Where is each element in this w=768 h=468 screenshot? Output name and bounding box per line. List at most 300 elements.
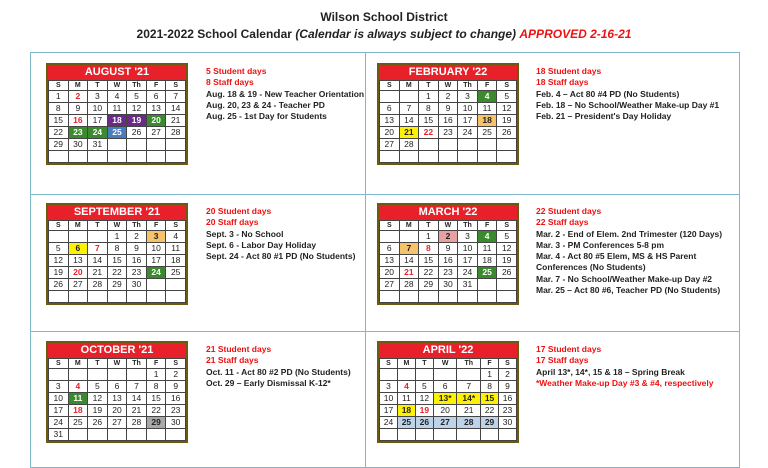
weekday-header: Th <box>458 221 478 231</box>
day-cell: 28 <box>88 279 108 291</box>
weekday-header: S <box>49 359 69 369</box>
week-row <box>49 103 186 115</box>
event-note: Aug. 20, 23 & 24 - Teacher PD <box>206 99 325 110</box>
week-row <box>380 381 517 393</box>
day-cell: 27 <box>380 279 400 291</box>
day-cell: 28 <box>127 417 147 429</box>
week-row <box>380 91 517 103</box>
day-cell: 7 <box>399 103 419 115</box>
month-day-table <box>379 220 517 303</box>
calendar-october <box>46 341 188 443</box>
day-cell: 17 <box>88 115 108 127</box>
weekday-header-row <box>49 221 186 231</box>
day-cell: 13 <box>68 255 88 267</box>
day-cell: 5 <box>415 381 433 393</box>
week-row <box>380 115 517 127</box>
day-cell <box>166 279 186 291</box>
day-cell: 17 <box>458 255 478 267</box>
day-cell: 2 <box>166 369 186 381</box>
event-note: Feb. 4 – Act 80 #4 PD (No Students) <box>536 88 680 99</box>
day-cell: 20 <box>380 267 400 279</box>
day-cell: 24 <box>146 267 166 279</box>
day-cell: 25 <box>107 127 127 139</box>
day-cell: 31 <box>88 139 108 151</box>
month-notes-april <box>536 344 736 389</box>
day-cell: 25 <box>397 417 415 429</box>
day-cell <box>68 429 88 441</box>
day-cell: 2 <box>438 231 458 243</box>
weekday-header: F <box>481 359 499 369</box>
day-cell: 9 <box>438 103 458 115</box>
day-cell: 4 <box>397 381 415 393</box>
day-cell: 16 <box>499 393 517 405</box>
day-cell <box>49 151 69 163</box>
event-note: Mar. 3 - PM Conferences 5-8 pm <box>536 239 665 250</box>
day-cell: 10 <box>458 103 478 115</box>
day-cell: 3 <box>49 381 69 393</box>
week-row <box>49 139 186 151</box>
week-row <box>380 291 517 303</box>
day-cell: 21 <box>127 405 147 417</box>
week-row <box>49 255 186 267</box>
day-cell <box>68 369 88 381</box>
day-cell: 21 <box>88 267 108 279</box>
day-cell: 25 <box>477 267 497 279</box>
day-cell: 7 <box>399 243 419 255</box>
day-cell: 6 <box>380 103 400 115</box>
day-cell: 1 <box>481 369 499 381</box>
day-cell: 7 <box>166 91 186 103</box>
day-cell <box>399 291 419 303</box>
week-row <box>380 243 517 255</box>
day-cell <box>380 91 400 103</box>
day-cell: 10 <box>458 243 478 255</box>
day-cell: 1 <box>419 231 439 243</box>
day-cell: 18 <box>166 255 186 267</box>
day-cell: 13 <box>380 255 400 267</box>
day-cell: 29 <box>107 279 127 291</box>
day-cell: 4 <box>107 91 127 103</box>
day-cell: 16 <box>68 115 88 127</box>
weekday-header-row <box>49 81 186 91</box>
grid-divider-row-1 <box>31 194 739 195</box>
day-cell: 30 <box>499 417 517 429</box>
calendar-february <box>377 63 519 165</box>
weekday-header: S <box>49 81 69 91</box>
day-cell <box>146 151 166 163</box>
weekday-header: F <box>477 81 497 91</box>
calendar-year-title: 2021-2022 School Calendar <box>136 27 292 41</box>
day-cell: 19 <box>127 115 147 127</box>
day-cell: 27 <box>433 417 457 429</box>
day-cell: 4 <box>477 231 497 243</box>
day-cell: 9 <box>166 381 186 393</box>
day-cell: 15 <box>146 393 166 405</box>
weekday-header: S <box>380 221 400 231</box>
day-cell: 22 <box>481 405 499 417</box>
day-cell <box>107 429 127 441</box>
day-cell: 9 <box>499 381 517 393</box>
staff-days-count: 18 Staff days <box>536 77 589 88</box>
day-cell <box>497 291 517 303</box>
day-cell <box>438 151 458 163</box>
week-row <box>49 243 186 255</box>
day-cell <box>380 291 400 303</box>
day-cell: 25 <box>68 417 88 429</box>
week-row <box>49 405 186 417</box>
day-cell: 25 <box>477 127 497 139</box>
month-day-table <box>48 220 186 303</box>
day-cell <box>146 139 166 151</box>
weekday-header: S <box>49 221 69 231</box>
day-cell: 15 <box>107 255 127 267</box>
day-cell: 30 <box>166 417 186 429</box>
month-notes-february <box>536 66 736 122</box>
day-cell: 19 <box>415 405 433 417</box>
day-cell <box>88 369 108 381</box>
weekday-header: W <box>438 81 458 91</box>
day-cell: 1 <box>146 369 166 381</box>
day-cell <box>397 369 415 381</box>
day-cell: 29 <box>146 417 166 429</box>
weekday-header: S <box>497 221 517 231</box>
day-cell: 6 <box>107 381 127 393</box>
day-cell: 26 <box>127 127 147 139</box>
weekday-header: M <box>68 221 88 231</box>
calendar-august <box>46 63 188 165</box>
day-cell: 6 <box>433 381 457 393</box>
month-title: AUGUST '21 <box>48 65 186 80</box>
day-cell <box>68 151 88 163</box>
day-cell <box>127 291 147 303</box>
day-cell: 15 <box>49 115 69 127</box>
day-cell: 15 <box>419 255 439 267</box>
week-row <box>49 417 186 429</box>
calendar-september <box>46 203 188 305</box>
day-cell <box>380 151 400 163</box>
month-notes-september <box>206 206 406 262</box>
day-cell <box>419 151 439 163</box>
weekday-header: F <box>477 221 497 231</box>
day-cell: 24 <box>458 267 478 279</box>
weekday-header: W <box>107 221 127 231</box>
day-cell <box>497 151 517 163</box>
event-note: Aug. 18 & 19 - New Teacher Orientation <box>206 88 365 99</box>
day-cell: 19 <box>497 255 517 267</box>
weekday-header: S <box>166 221 186 231</box>
day-cell: 16 <box>127 255 147 267</box>
week-row <box>49 267 186 279</box>
event-note: Sept. 24 - Act 80 #1 PD (No Students) <box>206 251 356 262</box>
day-cell: 20 <box>433 405 457 417</box>
day-cell: 8 <box>419 243 439 255</box>
week-row <box>49 231 186 243</box>
day-cell: 17 <box>380 405 398 417</box>
day-cell: 9 <box>438 243 458 255</box>
week-row <box>380 429 517 441</box>
day-cell: 12 <box>415 393 433 405</box>
day-cell: 31 <box>49 429 69 441</box>
weekday-header: S <box>166 359 186 369</box>
day-cell: 21 <box>166 115 186 127</box>
weekday-header: Th <box>127 81 147 91</box>
day-cell: 1 <box>49 91 69 103</box>
day-cell: 30 <box>68 139 88 151</box>
month-notes-october <box>206 344 406 389</box>
day-cell <box>127 429 147 441</box>
weekday-header: W <box>438 221 458 231</box>
week-row <box>380 231 517 243</box>
day-cell: 27 <box>107 417 127 429</box>
day-cell: 20 <box>380 127 400 139</box>
event-note: Mar. 7 - No School/Weather Make-up Day #2 <box>536 273 713 284</box>
weekday-header: F <box>146 81 166 91</box>
day-cell: 2 <box>68 91 88 103</box>
day-cell <box>415 369 433 381</box>
day-cell: 11 <box>107 103 127 115</box>
weekday-header: S <box>497 81 517 91</box>
day-cell: 3 <box>88 91 108 103</box>
day-cell: 23 <box>499 405 517 417</box>
student-days-count: 20 Student days <box>206 206 272 216</box>
day-cell: 24 <box>380 417 398 429</box>
weekday-header: S <box>499 359 517 369</box>
day-cell: 13 <box>380 115 400 127</box>
day-cell: 21 <box>457 405 481 417</box>
event-note: Oct. 11 - Act 80 #2 PD (No Students) <box>206 366 351 377</box>
day-cell <box>127 151 147 163</box>
event-note: April 13*, 14*, 15 & 18 – Spring Break <box>536 366 685 377</box>
weekday-header: M <box>399 221 419 231</box>
weekday-header: T <box>88 221 108 231</box>
weekday-header: Th <box>457 359 481 369</box>
day-cell <box>457 369 481 381</box>
day-cell <box>380 369 398 381</box>
day-cell <box>380 231 400 243</box>
day-cell: 5 <box>497 91 517 103</box>
day-cell: 11 <box>477 243 497 255</box>
week-row <box>380 103 517 115</box>
day-cell <box>146 291 166 303</box>
district-name: Wilson School District <box>320 10 448 24</box>
day-cell: 7 <box>88 243 108 255</box>
day-cell: 14 <box>127 393 147 405</box>
day-cell <box>481 429 499 441</box>
day-cell <box>477 151 497 163</box>
event-note: Mar. 4 - Act 80 #5 Elem, MS & HS Parent Conferences (No Students) <box>536 251 697 273</box>
day-cell: 8 <box>49 103 69 115</box>
day-cell <box>477 139 497 151</box>
calendar-note: (Calendar is always subject to change) <box>295 27 517 41</box>
day-cell: 7 <box>127 381 147 393</box>
day-cell: 10 <box>49 393 69 405</box>
day-cell: 24 <box>458 127 478 139</box>
weekday-header-row <box>380 221 517 231</box>
week-row <box>49 393 186 405</box>
day-cell: 12 <box>49 255 69 267</box>
weekday-header: Th <box>127 221 147 231</box>
week-row <box>49 291 186 303</box>
staff-days-count: 8 Staff days <box>206 77 254 88</box>
staff-days-count: 17 Staff days <box>536 355 589 366</box>
month-title: FEBRUARY '22 <box>379 65 517 80</box>
day-cell: 2 <box>127 231 147 243</box>
day-cell: 10 <box>88 103 108 115</box>
day-cell: 8 <box>146 381 166 393</box>
day-cell: 6 <box>68 243 88 255</box>
day-cell: 11 <box>68 393 88 405</box>
day-cell: 17 <box>49 405 69 417</box>
day-cell: 8 <box>481 381 499 393</box>
day-cell: 28 <box>457 417 481 429</box>
day-cell <box>107 151 127 163</box>
day-cell <box>107 291 127 303</box>
day-cell <box>438 139 458 151</box>
day-cell <box>433 369 457 381</box>
day-cell: 18 <box>397 405 415 417</box>
weekday-header: M <box>399 81 419 91</box>
weekday-header: M <box>397 359 415 369</box>
day-cell <box>146 429 166 441</box>
day-cell <box>88 231 108 243</box>
day-cell <box>433 429 457 441</box>
event-note: Mar. 25 – Act 80 #6, Teacher PD (No Students) <box>536 285 721 296</box>
weekday-header: S <box>380 359 398 369</box>
day-cell <box>49 231 69 243</box>
day-cell: 12 <box>497 103 517 115</box>
day-cell: 3 <box>146 231 166 243</box>
day-cell: 18 <box>477 115 497 127</box>
day-cell <box>166 429 186 441</box>
day-cell <box>419 291 439 303</box>
day-cell: 11 <box>166 243 186 255</box>
day-cell: 17 <box>458 115 478 127</box>
day-cell <box>499 429 517 441</box>
day-cell: 13* <box>433 393 457 405</box>
staff-days-count: 21 Staff days <box>206 355 259 366</box>
weekday-header: F <box>146 221 166 231</box>
day-cell: 30 <box>438 279 458 291</box>
day-cell: 23 <box>166 405 186 417</box>
day-cell <box>49 369 69 381</box>
day-cell <box>166 291 186 303</box>
day-cell: 10 <box>146 243 166 255</box>
day-cell: 24 <box>49 417 69 429</box>
day-cell <box>127 369 147 381</box>
day-cell <box>380 429 398 441</box>
day-cell: 19 <box>49 267 69 279</box>
day-cell <box>107 139 127 151</box>
day-cell: 23 <box>438 267 458 279</box>
day-cell: 3 <box>458 91 478 103</box>
student-days-count: 21 Student days <box>206 344 272 354</box>
month-title: OCTOBER '21 <box>48 343 186 358</box>
week-row <box>49 127 186 139</box>
weekday-header-row <box>380 359 517 369</box>
event-note: Feb. 18 – No School/Weather Make-up Day #1 <box>536 99 720 110</box>
weekday-header: M <box>68 359 88 369</box>
day-cell: 20 <box>146 115 166 127</box>
day-cell <box>88 291 108 303</box>
weekday-header: Th <box>458 81 478 91</box>
month-title: MARCH '22 <box>379 205 517 220</box>
day-cell <box>458 291 478 303</box>
month-notes-august <box>206 66 406 122</box>
day-cell: 13 <box>107 393 127 405</box>
day-cell: 16 <box>166 393 186 405</box>
day-cell <box>49 291 69 303</box>
week-row <box>380 405 517 417</box>
day-cell <box>68 291 88 303</box>
day-cell: 5 <box>88 381 108 393</box>
day-cell: 12 <box>88 393 108 405</box>
day-cell <box>415 429 433 441</box>
day-cell: 14 <box>399 255 419 267</box>
day-cell: 23 <box>438 127 458 139</box>
event-note: Feb. 21 – President's Day Holiday <box>536 111 672 122</box>
day-cell: 11 <box>397 393 415 405</box>
day-cell <box>399 231 419 243</box>
day-cell: 8 <box>419 103 439 115</box>
event-note: Sept. 3 - No School <box>206 228 284 239</box>
week-row <box>380 369 517 381</box>
weekday-header: T <box>88 359 108 369</box>
weekday-header: T <box>419 221 439 231</box>
week-row <box>380 255 517 267</box>
month-day-table <box>379 358 517 441</box>
day-cell: 10 <box>380 393 398 405</box>
day-cell <box>477 291 497 303</box>
day-cell: 22 <box>419 127 439 139</box>
week-row <box>380 127 517 139</box>
month-day-table <box>379 80 517 163</box>
day-cell: 15 <box>419 115 439 127</box>
day-cell <box>397 429 415 441</box>
event-note: Sept. 6 - Labor Day Holiday <box>206 239 317 250</box>
day-cell <box>146 279 166 291</box>
day-cell: 5 <box>49 243 69 255</box>
week-row <box>49 115 186 127</box>
day-cell <box>399 91 419 103</box>
day-cell: 12 <box>497 243 517 255</box>
day-cell: 5 <box>497 231 517 243</box>
weekday-header: M <box>68 81 88 91</box>
day-cell: 4 <box>477 91 497 103</box>
day-cell: 26 <box>497 127 517 139</box>
day-cell: 29 <box>481 417 499 429</box>
day-cell: 22 <box>419 267 439 279</box>
day-cell <box>438 291 458 303</box>
day-cell: 4 <box>68 381 88 393</box>
day-cell <box>88 151 108 163</box>
week-row <box>380 393 517 405</box>
week-row <box>380 151 517 163</box>
weekday-header: S <box>166 81 186 91</box>
day-cell <box>127 139 147 151</box>
day-cell <box>458 151 478 163</box>
day-cell: 28 <box>399 139 419 151</box>
day-cell: 19 <box>88 405 108 417</box>
day-cell <box>497 139 517 151</box>
day-cell: 26 <box>497 267 517 279</box>
day-cell: 4 <box>166 231 186 243</box>
day-cell <box>166 139 186 151</box>
day-cell: 1 <box>107 231 127 243</box>
day-cell: 24 <box>88 127 108 139</box>
weekday-header: S <box>380 81 400 91</box>
day-cell: 27 <box>146 127 166 139</box>
weekday-header: T <box>415 359 433 369</box>
